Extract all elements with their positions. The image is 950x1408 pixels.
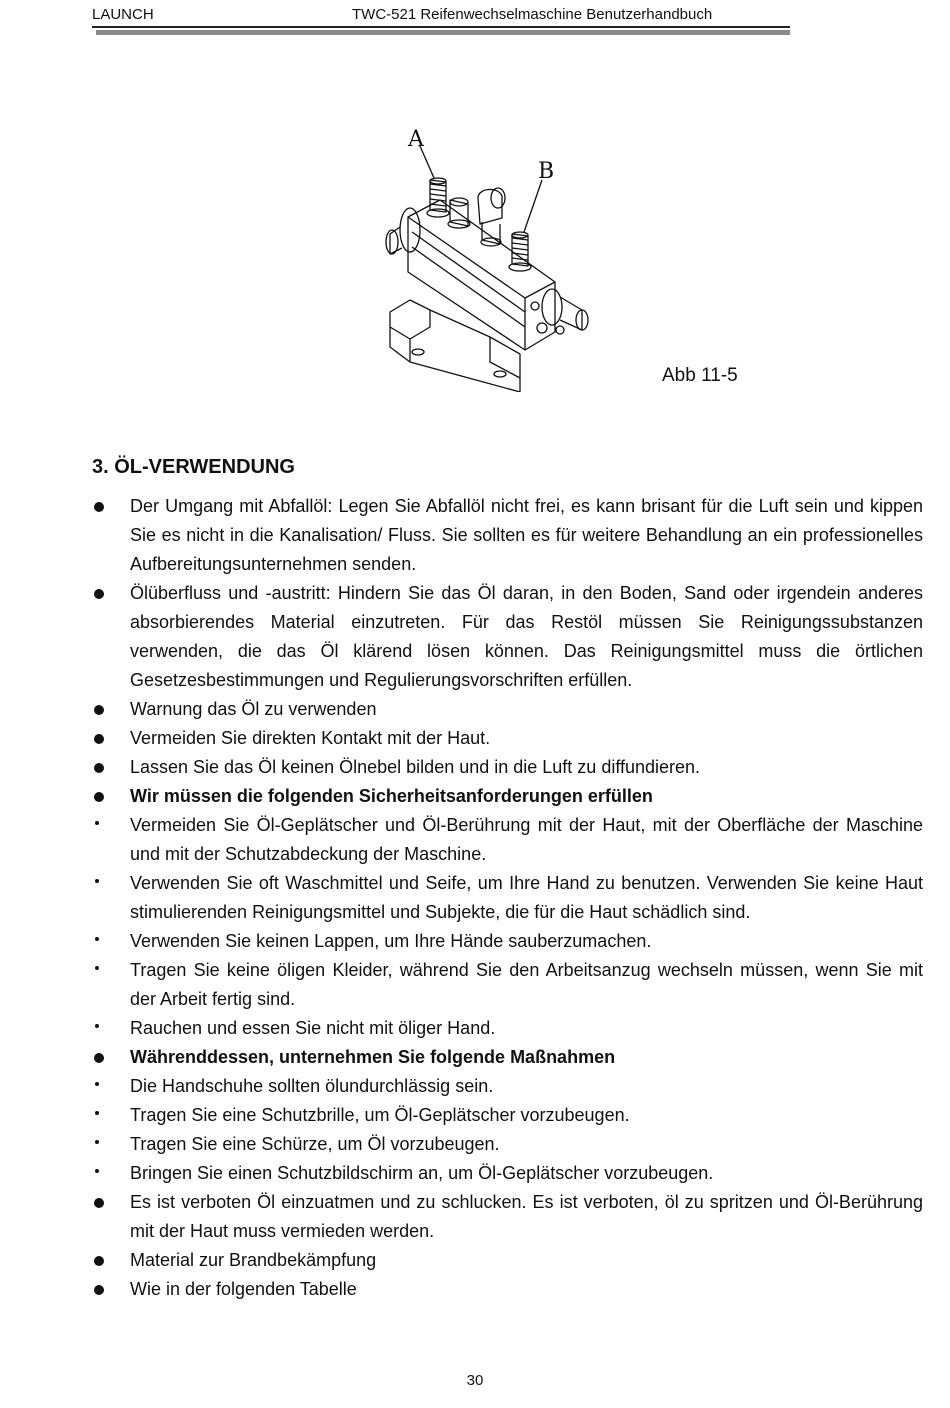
- list-item: [92, 579, 923, 695]
- list-item-text: Vermeiden Sie direkten Kontakt mit der Haut.: [130, 728, 491, 748]
- bullet-dot-icon: [92, 579, 112, 608]
- page-number: 30: [466, 1372, 484, 1389]
- list-item-text: Bringen Sie einen Schutzbildschirm an, um Öl-Geplätscher vorzubeugen.: [130, 1163, 714, 1183]
- list-item-text: Ölüberfluss und -austritt: Hindern Sie das Öl daran, in den Boden, Sand oder irgendein anderes absorbierendes Material einzutreten. Für das Restöl müssen Sie Reinigungssubstanzen verwenden, die das Öl klärend lösen können. Das Reinigungsmittel muss die örtlichen Gesetzesbestimmungen und Regulierungsvorschriften erfüllen.: [130, 583, 923, 690]
- list-item: [92, 1130, 923, 1159]
- bullet-small-icon: [92, 1072, 112, 1101]
- list-item-text: Lassen Sie das Öl keinen Ölnebel bilden und in die Luft zu diffundieren.: [130, 757, 701, 777]
- list-item: [92, 956, 923, 1014]
- list-item: [92, 927, 923, 956]
- list-item: [92, 1159, 923, 1188]
- list-item-text: Verwenden Sie oft Waschmittel und Seife, um Ihre Hand zu benutzen. Verwenden Sie keine Haut stimulierenden Reinigungsmittel und Subjekte, die für die Haut schädlich sind.: [130, 873, 923, 922]
- oil-distributor-figure: [370, 122, 600, 392]
- figure-label-a: A: [408, 127, 424, 152]
- oil-usage-list: [92, 492, 923, 1304]
- header-rule-shadow: [96, 30, 790, 35]
- bullet-dot-icon: [92, 753, 112, 782]
- list-item: [92, 1275, 923, 1304]
- figure-label-b: B: [538, 159, 555, 184]
- bullet-small-icon: [92, 1101, 112, 1130]
- bullet-small-icon: [92, 1014, 112, 1043]
- list-item-text: Rauchen und essen Sie nicht mit öliger Hand.: [130, 1018, 496, 1038]
- list-item: [92, 1072, 923, 1101]
- figure-caption: Abb 11-5: [662, 365, 738, 386]
- oil-distributor-drawing: [370, 122, 600, 392]
- bullet-small-icon: [92, 811, 112, 840]
- list-item: [92, 753, 923, 782]
- bullet-small-icon: [92, 927, 112, 956]
- list-item-text: Tragen Sie eine Schürze, um Öl vorzubeugen.: [130, 1134, 500, 1154]
- list-item: [92, 1188, 923, 1246]
- list-item-text: Der Umgang mit Abfallöl: Legen Sie Abfallöl nicht frei, es kann brisant für die Luft sein und kippen Sie es nicht in die Kanalisation/ Fluss. Sie sollten es für weitere Behandlung an ein professionelles Aufbereitungsunternehmen senden.: [130, 496, 923, 574]
- list-item-text: Wir müssen die folgenden Sicherheitsanforderungen erfüllen: [130, 786, 653, 806]
- section-heading: 3. ÖL-VERWENDUNG: [92, 456, 295, 478]
- list-item-text: Währenddessen, unternehmen Sie folgende Maßnahmen: [130, 1047, 616, 1067]
- bullet-small-icon: [92, 956, 112, 985]
- list-item: [92, 782, 923, 811]
- header-brand: LAUNCH: [92, 6, 154, 23]
- bullet-dot-icon: [92, 724, 112, 753]
- list-item-text: Wie in der folgenden Tabelle: [130, 1279, 357, 1299]
- bullet-dot-icon: [92, 695, 112, 724]
- bullet-dot-icon: [92, 782, 112, 811]
- list-item-text: Es ist verboten Öl einzuatmen und zu schlucken. Es ist verboten, öl zu spritzen und Öl-Berührung mit der Haut muss vermieden werden.: [130, 1192, 923, 1241]
- bullet-dot-icon: [92, 1188, 112, 1217]
- header-title: TWC-521 Reifenwechselmaschine Benutzerhandbuch: [352, 6, 713, 23]
- list-item: [92, 1101, 923, 1130]
- bullet-dot-icon: [92, 1043, 112, 1072]
- bullet-small-icon: [92, 1159, 112, 1188]
- list-item-text: Verwenden Sie keinen Lappen, um Ihre Hände sauberzumachen.: [130, 931, 652, 951]
- list-item-text: Vermeiden Sie Öl-Geplätscher und Öl-Berührung mit der Haut, mit der Oberfläche der Maschine und mit der Schutzabdeckung der Maschine.: [130, 815, 923, 864]
- bullet-small-icon: [92, 1130, 112, 1159]
- list-item: [92, 869, 923, 927]
- header-rule: [92, 26, 790, 28]
- list-item: [92, 1043, 923, 1072]
- bullet-small-icon: [92, 869, 112, 898]
- page-header: [0, 0, 950, 40]
- list-item: [92, 811, 923, 869]
- list-item: [92, 724, 923, 753]
- list-item: [92, 695, 923, 724]
- list-item-text: Tragen Sie eine Schutzbrille, um Öl-Geplätscher vorzubeugen.: [130, 1105, 630, 1125]
- list-item-text: Die Handschuhe sollten ölundurchlässig sein.: [130, 1076, 494, 1096]
- list-item-text: Material zur Brandbekämpfung: [130, 1250, 377, 1270]
- list-item: [92, 1246, 923, 1275]
- bullet-dot-icon: [92, 1275, 112, 1304]
- list-item-text: Tragen Sie keine öligen Kleider, während Sie den Arbeitsanzug wechseln müssen, wenn Sie mit der Arbeit fertig sind.: [130, 960, 923, 1009]
- list-item: [92, 492, 923, 579]
- bullet-dot-icon: [92, 492, 112, 521]
- bullet-dot-icon: [92, 1246, 112, 1275]
- list-item-text: Warnung das Öl zu verwenden: [130, 699, 377, 719]
- list-item: [92, 1014, 923, 1043]
